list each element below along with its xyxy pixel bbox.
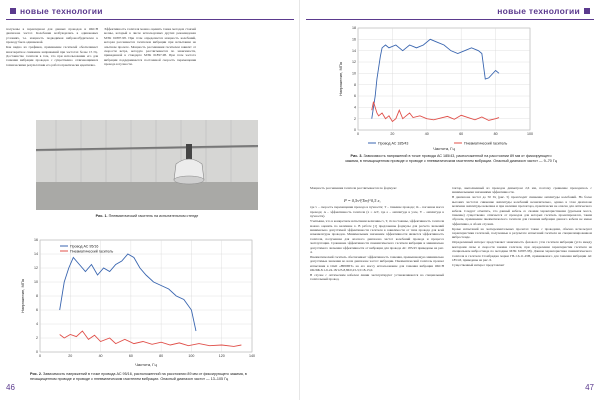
fig1-label: Рис. 1. xyxy=(95,214,108,218)
y-axis-label: Напряжение, МПа xyxy=(20,279,25,313)
fig2-text: Зависимость напряжений в точке провода АС 95/16, расположенной на расстоянии 89 мм от фиксирующего зажима, в незащищенном проводе и проводе с пневматическим гасителем вибрации. Опасный диапазон частот — 13–105 Гц xyxy=(30,372,247,381)
power-formula: P = 0,5v²(Tm)^0,5 x, xyxy=(344,198,381,203)
x-tick-label: 80 xyxy=(159,354,164,358)
fig3-text: Зависимость напряжений в точке провода АС 185/43, расположенной на расстоянии 89 мм от фиксирующего зажима, в незащищенном проводе и проводе с пневматическим гасителем вибрации. Опасный диапазон частот — 9–70 Гц xyxy=(345,154,557,163)
legend-entry: Провод АС 95/16 xyxy=(70,244,99,249)
x-axis-label: Частота, Гц xyxy=(433,146,455,151)
y-tick-label: 2 xyxy=(354,116,356,121)
right-header-rule xyxy=(306,19,594,20)
x-tick-label: 100 xyxy=(188,354,195,358)
paragraph: Существенный интерес представляет xyxy=(452,262,505,267)
x-tick-label: 80 xyxy=(493,132,498,136)
y-tick-label: 4 xyxy=(36,322,38,327)
left-column-1 xyxy=(6,27,98,107)
y-tick-label: 10 xyxy=(34,280,38,285)
fig1-caption xyxy=(36,214,258,219)
y-tick-label: 2 xyxy=(36,336,38,341)
header-square-icon xyxy=(584,8,590,14)
x-tick-label: 60 xyxy=(459,132,464,136)
fig3-caption xyxy=(344,154,558,163)
header-square-icon xyxy=(10,8,16,14)
paragraph: В диапазоне частот до 50 Гц (рис. 5) происходит снижение амплитуды колебаний. На более высоких частотах снижение амплитуды колебаний незначительно, однако в этом диапазоне величина амплитуды невелика и при наличии протектора, практически не опасна для оптического кабеля. Следует отметить, что данный кабель со своими характеристиками (удельная масса, тяжение) существенно отличается от проводов для которых гаситель проектировался, таким образом, применение пневматического гасителя для гашения вибрации данного кабеля не менее эффективно, в обоих случаях. xyxy=(452,195,592,226)
right-header-title: новые технологии xyxy=(497,6,580,16)
fig2-chart xyxy=(18,236,258,368)
legend-entry: Провод АС 185/43 xyxy=(378,141,409,146)
damper-photo xyxy=(36,120,258,210)
fig1-text: Пневматический гаситель на испытательном стенде xyxy=(108,214,199,218)
y-tick-label: 4 xyxy=(354,105,356,110)
x-tick-label: 60 xyxy=(128,354,133,358)
fig3-label: Рис. 3. xyxy=(350,154,363,158)
y-tick-label: 16 xyxy=(34,238,38,243)
y-axis-label: Напряжение, МПа xyxy=(338,62,343,96)
y-tick-label: 8 xyxy=(354,82,356,87)
page-number-right: 47 xyxy=(585,383,594,392)
left-header-title: новые технологии xyxy=(20,6,103,16)
y-tick-label: 0 xyxy=(36,350,38,355)
paragraph: тектор, выполненный из проводов диаметром 2,6 мм, поэтому сравнение проводилось с минимальными значениями эффективности. xyxy=(452,186,592,195)
fig2-chart-svg xyxy=(18,236,258,368)
paragraph: Кроме испытаний на эксперементальных пролетах также с проводами, обычно используют характеристики гасителей, полученные в результате испытаний гасителя на специализированном вибростенде. xyxy=(452,226,592,240)
left-column-2 xyxy=(104,27,196,107)
x-tick-label: 0 xyxy=(357,132,359,136)
x-tick-label: 40 xyxy=(424,132,429,136)
paragraph: Пневматический гаситель обеспечивает эффективность гашения, превышающую минимально допустимые значения во всем диапазоне частот вибрации. Пневматический гаситель прошел испытания в ОАО «НИИПТ» на его массу использование для гашения вибрации ОКСН ОКЛЖ-8.1-6-24-18/125-8,86/0,23-3,5/18-15,0. xyxy=(310,254,444,273)
right-column-1 xyxy=(310,186,444,384)
paragraph: Эффективность гасителя можно оценить также методом стоячей волны, который в числе используемых других рекомендован МЭК 61897-98. При этом определяется мощность колебаний, которая рассеивается гасителем вибрации при испытании на опытном пролете. Мощность рассеивания гасителем зависит от скорости ветра, которую рассчитывается по зависимости, приведенной в стандарте МЭК 61897-98. При этом частота вибрации поддерживается постоянной скорость перемещения провода в пучности. xyxy=(104,27,196,67)
paragraph: Определенный интерес представляет зависимость фазового угла гасителя вибрации (угла между векторами силы и скорости зажима гасителя, при определении характеристик гасителя на специальном вибростенде по методике МЭК 61897-98). Данная характеристика пневматического гасителя и гасителя Стокбриджа марки ГВ-1.6-11-45В, применяемого для гашения вибрации АС 185/43, приведены на рис. 6. xyxy=(452,240,592,262)
x-tick-label: 140 xyxy=(249,354,255,358)
y-tick-label: 18 xyxy=(352,26,356,31)
y-tick-label: 8 xyxy=(36,294,38,299)
paragraph: В случае с оптическим кабелем линии эксплуатируют устанавливаются на специальный гасительный провод. xyxy=(310,273,444,282)
plot-area xyxy=(358,28,530,130)
y-tick-label: 16 xyxy=(352,37,356,42)
x-tick-label: 0 xyxy=(39,354,41,358)
paragraph: Как видно из графиков, применение гасителей обеспечивает многократное снижение напряжений при частотах более 15 Гц. Достоинство гасителя в том, что при использовании его для гашения вибрации проводов с существенно отличающимися техническими результатами его работа практически идентична. xyxy=(6,45,98,67)
left-header-rule xyxy=(6,19,294,20)
paragraph: получены в характерном для данных проводов и ОКСН диапазоне частот. Колебания возбуждались в одинаковых условиях, т.е. мощность подводимая вибровозбудителем к проводу была одинаковой. xyxy=(6,27,98,45)
left-header xyxy=(6,6,103,16)
page-number-left: 46 xyxy=(6,383,15,392)
paragraph: Мощность рассеивания гасителя рассчитывается по формуле: xyxy=(310,186,397,190)
fig2-label: Рис. 2. xyxy=(30,372,42,376)
right-page xyxy=(300,0,600,400)
fig3-chart-svg xyxy=(336,24,536,152)
x-tick-label: 20 xyxy=(68,354,73,358)
right-column-2 xyxy=(452,186,592,384)
x-tick-label: 20 xyxy=(390,132,395,136)
fig2-caption xyxy=(30,372,270,381)
legend-entry: Пневматический гаситель xyxy=(70,249,114,254)
fig3-chart xyxy=(336,24,536,152)
x-tick-label: 120 xyxy=(218,354,225,358)
y-tick-label: 6 xyxy=(354,94,356,99)
y-tick-label: 12 xyxy=(352,60,356,65)
y-tick-label: 14 xyxy=(352,48,356,53)
x-axis-label: Частота, Гц xyxy=(135,362,157,367)
right-header xyxy=(497,6,594,16)
y-tick-label: 14 xyxy=(34,252,38,257)
x-tick-label: 100 xyxy=(527,132,533,136)
y-tick-label: 0 xyxy=(354,128,356,133)
y-tick-label: 6 xyxy=(36,308,38,313)
y-tick-label: 12 xyxy=(34,266,38,271)
legend-entry: Пневматический гаситель xyxy=(464,141,508,146)
x-tick-label: 40 xyxy=(98,354,103,358)
paragraph: где v – скорость перемещения провода в пучности; T – тяжение провода; m – погонная масса провода; A – эффективность гасителя (x = A/T, где a – амплитуда в узле, Y – амплитуда в пучности). xyxy=(310,205,444,219)
y-tick-label: 10 xyxy=(352,71,356,76)
paragraph: Учитывая, что в конкретном испытании величины v, T, m постоянны, эффективность гасителя можно оценить по величине x. В работе [1] предложены формулы для расчета значений минимально допустимой эффективности гасителя в зависимости от типа провода для всей номенклатуры проводов. Минимальным значением эффективности является эффективность гасителя, полученная для опасного диапазона частот колебаний провода и процесса эксплуатации. Сравнение эффективности пневматического гасителя вибрации и минимально допустимого значения эффективности от вибрации для провода АС 185/43 приведены на рис. 4. xyxy=(310,219,444,254)
